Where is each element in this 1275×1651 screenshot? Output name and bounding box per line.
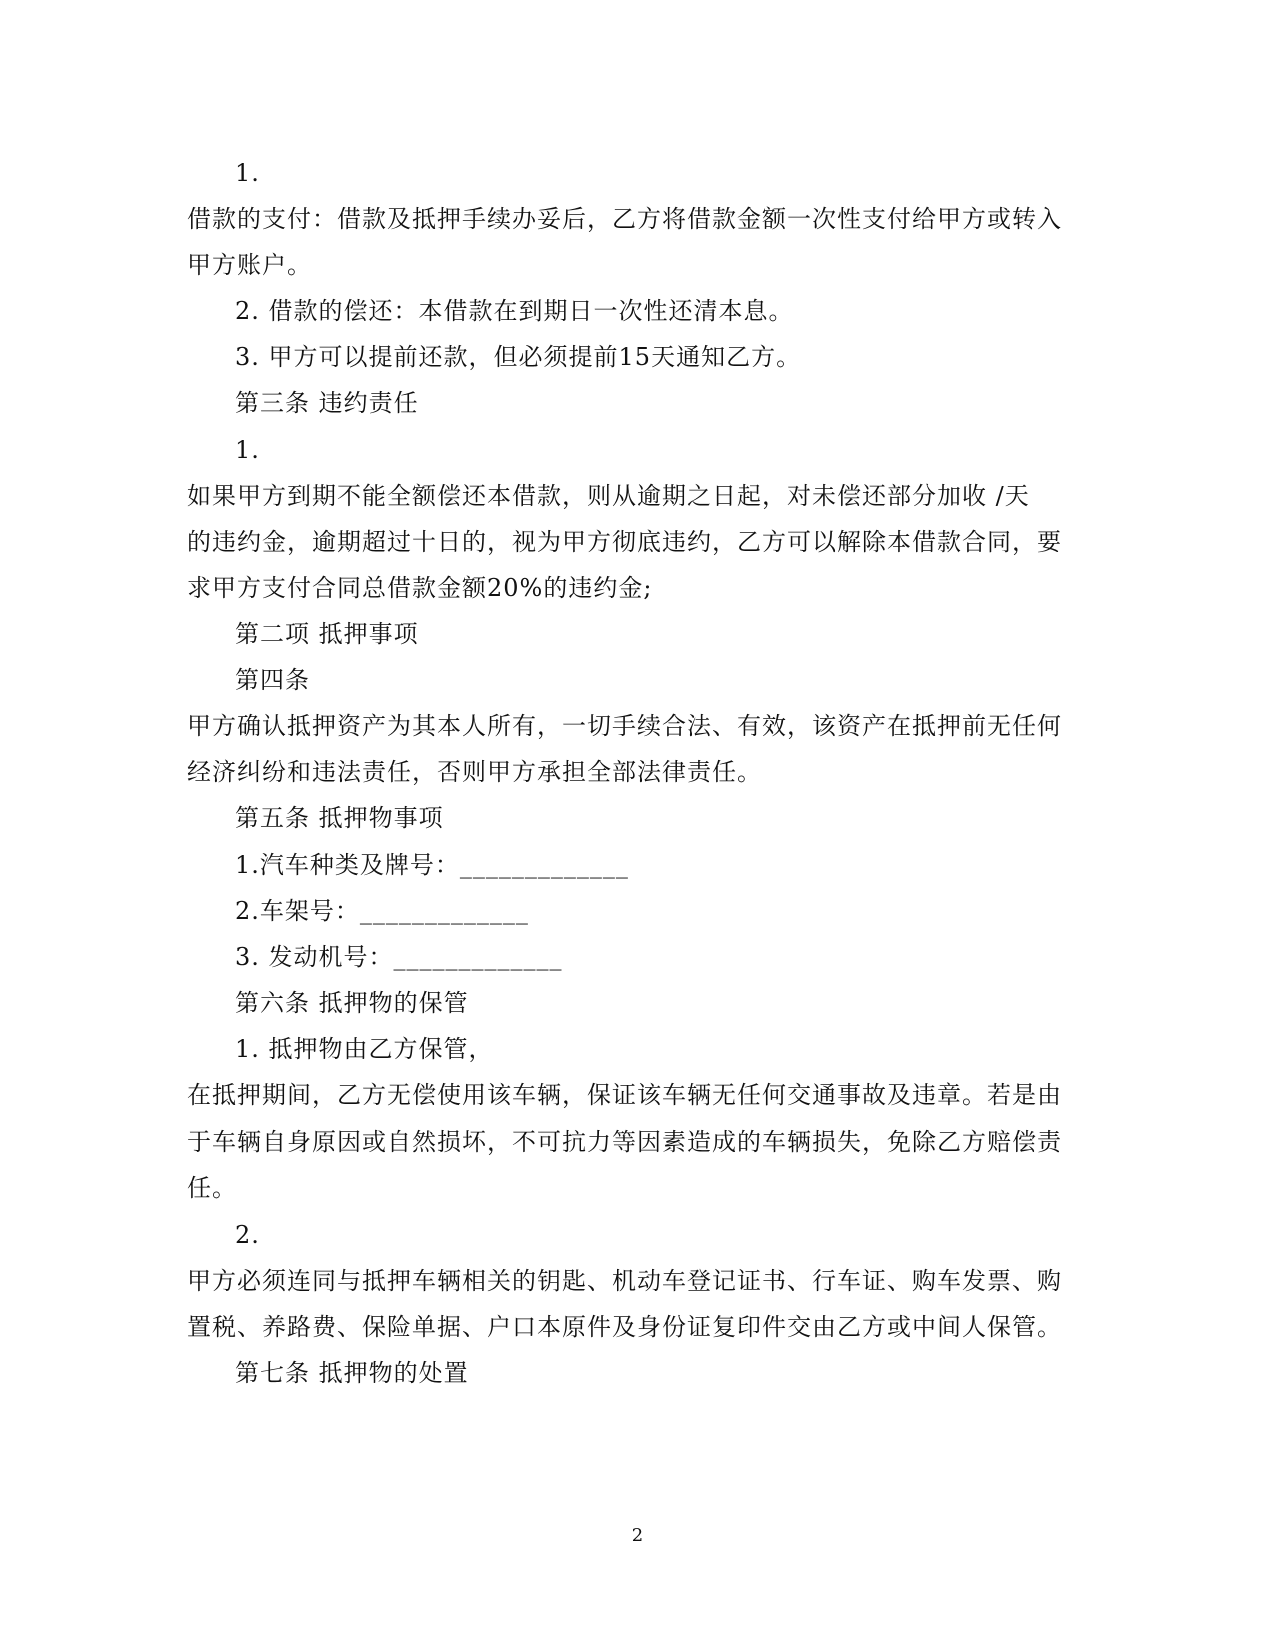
text-line: 2. bbox=[235, 1221, 260, 1249]
page-number: 2 bbox=[631, 1525, 644, 1546]
text-line: 3. 发动机号：_____________ bbox=[235, 943, 563, 971]
section-heading: 第六条 抵押物的保管 bbox=[235, 989, 469, 1017]
section-heading: 第五条 抵押物事项 bbox=[235, 804, 444, 832]
section-heading: 第二项 抵押事项 bbox=[235, 620, 419, 648]
text-line: 置税、养路费、保险单据、户口本原件及身份证复印件交由乙方或中间人保管。 bbox=[187, 1313, 1062, 1341]
text-line: 甲方必须连同与抵押车辆相关的钥匙、机动车登记证书、行车证、购车发票、购 bbox=[187, 1267, 1062, 1295]
text-line: 1.汽车种类及牌号：_____________ bbox=[235, 851, 629, 879]
text-line: 1. bbox=[235, 436, 260, 464]
text-line: 在抵押期间，乙方无偿使用该车辆，保证该车辆无任何交通事故及违章。若是由 bbox=[187, 1081, 1062, 1109]
text-line: 借款的支付：借款及抵押手续办妥后，乙方将借款金额一次性支付给甲方或转入 bbox=[187, 205, 1062, 233]
text-line: 2.车架号：_____________ bbox=[235, 897, 529, 925]
text-line: 于车辆自身原因或自然损坏，不可抗力等因素造成的车辆损失，免除乙方赔偿责 bbox=[187, 1128, 1062, 1156]
section-heading: 第三条 违约责任 bbox=[235, 389, 419, 417]
text-line: 任。 bbox=[187, 1174, 237, 1202]
text-line: 如果甲方到期不能全额偿还本借款，则从逾期之日起，对未偿还部分加收 /天 bbox=[187, 482, 1030, 510]
text-line: 的违约金，逾期超过十日的，视为甲方彻底违约，乙方可以解除本借款合同，要 bbox=[187, 528, 1062, 556]
text-line: 甲方确认抵押资产为其本人所有，一切手续合法、有效，该资产在抵押前无任何 bbox=[187, 712, 1062, 740]
text-line: 1. bbox=[235, 159, 260, 187]
text-line: 2. 借款的偿还：本借款在到期日一次性还清本息。 bbox=[235, 297, 794, 325]
text-line: 甲方账户。 bbox=[187, 251, 312, 279]
text-line: 3. 甲方可以提前还款，但必须提前15天通知乙方。 bbox=[235, 343, 802, 371]
text-line: 经济纠纷和违法责任，否则甲方承担全部法律责任。 bbox=[187, 758, 762, 786]
text-line: 1. 抵押物由乙方保管， bbox=[235, 1035, 494, 1063]
text-line: 求甲方支付合同总借款金额20%的违约金; bbox=[187, 574, 653, 602]
section-heading: 第七条 抵押物的处置 bbox=[235, 1359, 469, 1387]
section-heading: 第四条 bbox=[235, 666, 310, 694]
